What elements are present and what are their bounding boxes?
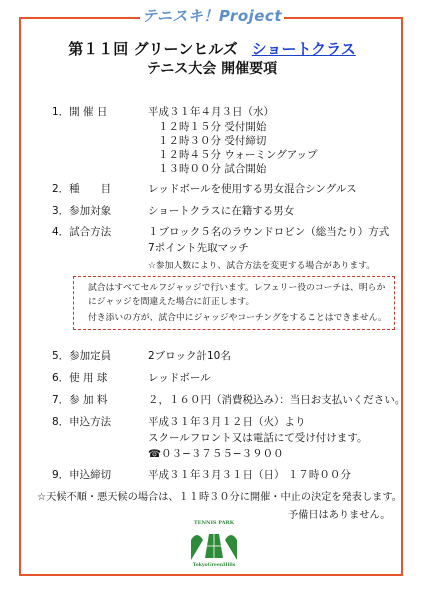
item-value-format: １ブロック５名のラウンドロビン（総当たり）方式 — [148, 226, 390, 238]
phone-number[interactable]: ☎０３−３７５５−３９００ — [148, 448, 284, 460]
item-value-capacity: 2ブロック計10名 — [148, 350, 231, 362]
item-value-application: 平成３１年３月１２日（火）より — [148, 416, 306, 428]
notice-line: にジャッジを間違えた場合に訂正します。 — [88, 297, 255, 307]
item-label-deadline: 9．申込締切 — [52, 469, 112, 481]
schedule-line: １２時１５分 受付開始 — [158, 121, 267, 133]
item-label-capacity: 5．参加定員 — [52, 350, 112, 362]
item-label-eligibility: 3．参加対象 — [52, 205, 112, 217]
tennis-park-logo — [183, 518, 245, 568]
page-subtitle: テニス大会 開催要項 — [146, 61, 278, 77]
item-value-format-2: 7ポイント先取マッチ — [148, 242, 249, 254]
schedule-line: １２時３０分 受付締切 — [158, 135, 267, 147]
item-label-date: 1．開 催 日 — [52, 106, 108, 118]
item-value-fee: ２，１６０円（消費税込み）：当日お支払いください。 — [148, 394, 406, 406]
item-value-application-2: スクールフロント又は電話にて受け付けます。 — [148, 432, 368, 444]
item-value-eligibility: ショートクラスに在籍する男女 — [148, 205, 295, 217]
logo-bottom-text: TokyoGreenHills — [192, 563, 236, 568]
format-note: ☆参加人数により、試合方法を変更する場合があります。 — [148, 261, 376, 271]
title-prefix: 第１１回 グリーンヒルズ — [68, 40, 238, 58]
item-label-fee: 7．参 加 料 — [52, 394, 108, 406]
reserve-day-notice: 予備日はありません。 — [288, 510, 391, 521]
tree-icon — [191, 535, 203, 560]
item-label-ball: 6．使 用 球 — [52, 372, 108, 384]
schedule-line: １２時４５分 ウォーミングアップ — [158, 149, 318, 161]
schedule-line: １３時００分 試合開始 — [158, 163, 267, 175]
tree-icon — [225, 535, 237, 560]
item-value-date: 平成３１年４月３日（水） — [148, 106, 274, 118]
weather-notice: ☆天候不順・悪天候の場合は、１１時３０分に開催・中止の決定を発表します。 — [37, 492, 402, 503]
page-title — [0, 40, 424, 58]
notice-line: 試合はすべてセルフジャッジで行います。レフェリー役のコーチは、明らか — [88, 283, 386, 293]
short-class-link[interactable]: ショートクラス — [251, 40, 356, 58]
item-value-event: レッドボールを使用する男女混合シングルス — [148, 183, 357, 195]
item-value-deadline: 平成３１年３月３１日（日） １７時００分 — [148, 469, 351, 481]
notice-line: 付き添いの方が、試合中にジャッジやコーチングをすることはできません。 — [88, 313, 387, 323]
logo-top-text: TENNIS PARK — [193, 520, 235, 526]
item-value-ball: レッドボール — [148, 372, 211, 384]
self-judge-notice — [73, 276, 395, 330]
item-label-format: 4．試合方法 — [52, 226, 112, 238]
item-label-event: 2．種 目 — [52, 183, 112, 195]
brand-logo-text: テニスキ！Project — [141, 7, 282, 25]
item-label-application: 8．申込方法 — [52, 416, 112, 428]
